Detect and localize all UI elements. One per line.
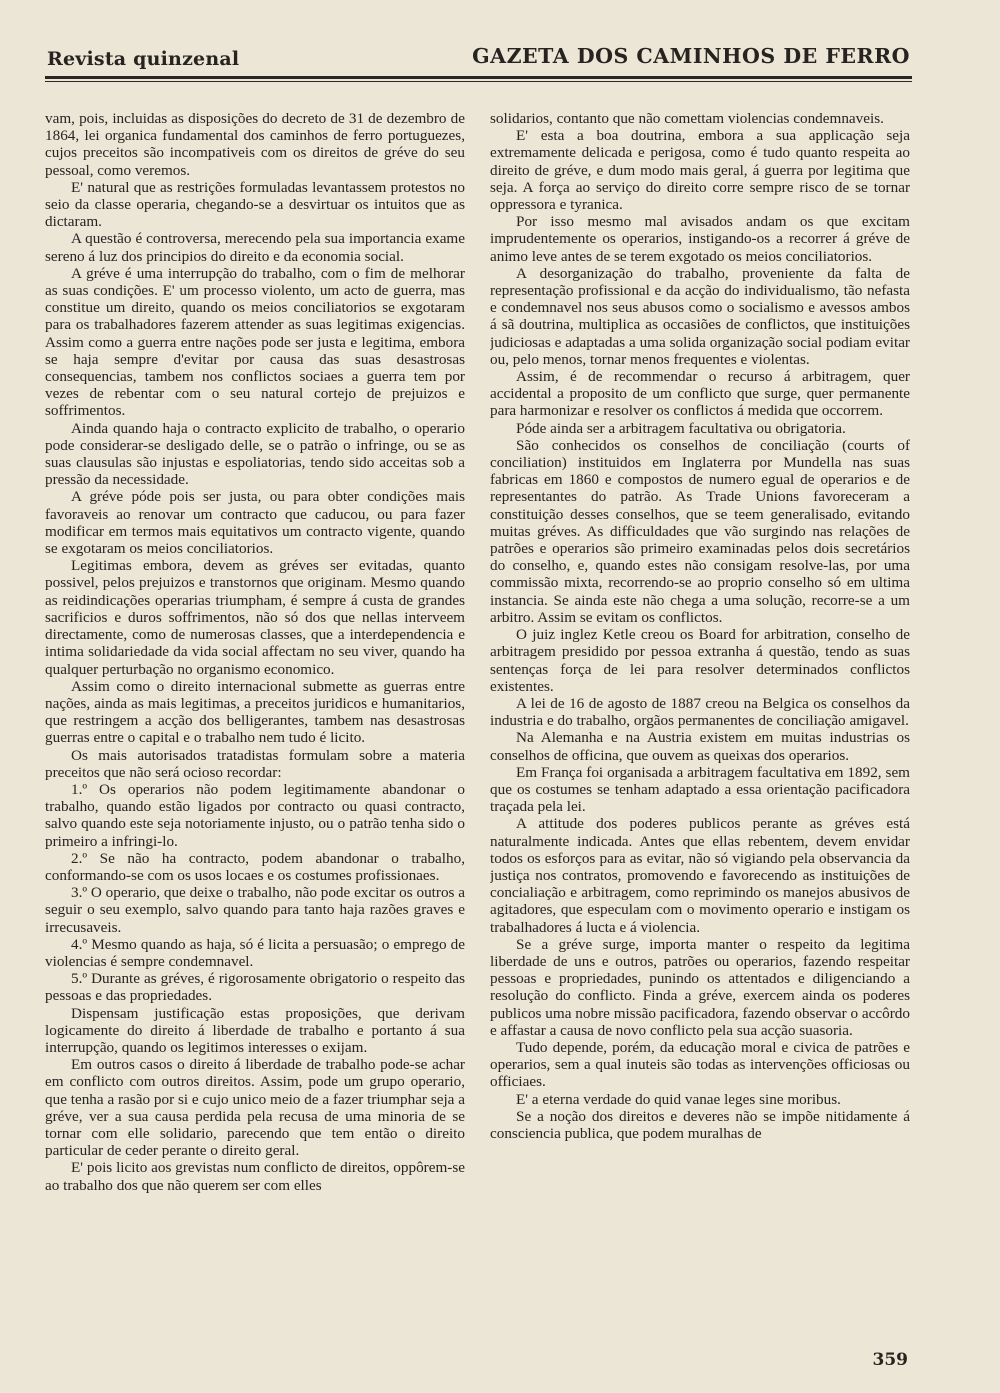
- paragraph: A questão é controversa, merecendo pela sua importancia exame sereno á luz dos principios do direito e da economia social.: [45, 230, 465, 265]
- paragraph: A lei de 16 de agosto de 1887 creou na Belgica os conselhos da industria e do trabalho, orgãos permanentes de conciliação amigavel.: [490, 694, 910, 730]
- page-number: 359: [872, 1350, 908, 1370]
- header-left-title: Revista quinzenal: [47, 48, 240, 70]
- paragraph: 2.º Se não ha contracto, podem abandonar o trabalho, conformando-se com os usos locaes e os costumes profissionaes.: [45, 849, 465, 884]
- left-column: [45, 110, 465, 1330]
- paragraph: A gréve é uma interrupção do trabalho, com o fim de melhorar as suas condições. E' um processo violento, um acto de guerra, mas constitue um direito, quando os meios conciliatorios se exgotaram para os trabalhadores fazerem attender as suas legitimas exigencias. Assim como a guerra entre nações pode ser justa e legitima, embora se haja sempre d'evitar por causa das suas desastrosas consequencias, tambem nos conflictos sociaes a guerra tem por vezes de rebentar com o seu natural cortejo de prejuizos e soffrimentos.: [45, 264, 465, 420]
- paragraph: Assim, é de recommendar o recurso á arbitragem, quer accidental a proposito de um conflicto que surge, quer permanente para harmonizar e resolver os conflictos á medida que occorrem.: [490, 368, 910, 420]
- paragraph: 1.º Os operarios não podem legitimamente abandonar o trabalho, quando estão ligados por contracto ou quasi contracto, salvo quando este seja notoriamente injusto, ou o patrão tenha sido o primeiro a infringi-lo.: [45, 780, 465, 850]
- paragraph: Os mais autorisados tratadistas formulam sobre a materia preceitos que não será ocioso recordar:: [45, 746, 465, 781]
- paragraph: E' pois licito aos grevistas num conflicto de direitos, oppôrem-se ao trabalho dos que não querem ser com elles: [45, 1159, 465, 1194]
- paragraph: E' natural que as restrições formuladas levantassem protestos no seio da classe operaria, chegando-se a desvirtuar os intuitos que as dictaram.: [45, 178, 465, 231]
- paragraph: Dispensam justificação estas proposições, que derivam logicamente do direito á liberdade de trabalho e portanto á sua interrupção, quando os legitimos interesses o exijam.: [45, 1004, 465, 1056]
- paragraph: vam, pois, incluidas as disposições do decreto de 31 de dezembro de 1864, lei organica fundamental dos caminhos de ferro portuguezes, cujos preceitos são incompativeis com os direitos de gréve do seu pessoal, como veremos.: [45, 110, 465, 179]
- paragraph: E' esta a boa doutrina, embora a sua applicação seja extremamente delicada e perigosa, como é tudo quanto respeita ao direito de gréve, e dum modo mais geral, á guerra por legitima que seja. A força ao serviço do direito corre sempre risco de se tornar oppressora e tyranica.: [490, 127, 910, 214]
- paragraph: Se a noção dos direitos e deveres não se impõe nitidamente á consciencia publica, que podem muralhas de: [490, 1107, 910, 1142]
- paragraph: Póde ainda ser a arbitragem facultativa ou obrigatoria.: [516, 419, 846, 437]
- paragraph: O juiz inglez Ketle creou os Board for arbitration, conselho de arbitragem presidido por pessoa extranha á questão, tendo as suas sentenças força de lei para resolver determinados conflictos existentes.: [490, 626, 910, 695]
- right-column: [490, 110, 910, 1330]
- header-rule: [45, 76, 912, 82]
- paragraph: 4.º Mesmo quando as haja, só é licita a persuasão; o emprego de violencias é sempre condemnavel.: [45, 935, 465, 970]
- paragraph: E' a eterna verdade do quid vanae leges sine moribus.: [516, 1090, 841, 1108]
- paragraph: A gréve póde pois ser justa, ou para obter condições mais favoraveis ao renovar um contracto que caducou, ou para fazer modificar em termos mais equitativos um contracto vigente, quando se exgotaram os meios conciliatorios.: [45, 488, 465, 558]
- paragraph: Assim como o direito internacional submette as guerras entre nações, ainda as mais legitimas, a preceitos juridicos e humanitarios, que restringem a acção dos belligerantes, tambem nas desastrosas guerras entre o capital e o trabalho nem tudo é licito.: [45, 677, 465, 747]
- paragraph: Se a gréve surge, importa manter o respeito da legitima liberdade de uns e outros, patrões ou operarios, fazendo respeitar pessoas e propriedades, punindo os attentados e diligenciando a resolução do conflicto. Finda a gréve, exercem ainda os poderes publicos uma nobre missão pacificadora, fazendo observar o accôrdo e affastar a causa de novo conflicto pela sua acção suasoria.: [490, 935, 910, 1039]
- paragraph: Legitimas embora, devem as gréves ser evitadas, quanto possivel, pelos prejuizos e transtornos que originam. Mesmo quando as reidindicações operarias triumpham, é sempre á custa de grandes sacrificios e duros soffrimentos, não só dos que nellas interveem directamente, como de numerosas classes, que a interdependencia e intima solidariedade da vida social affectam no seu viver, quando ha qualquer perturbação no organismo economico.: [45, 557, 465, 678]
- paragraph: Em outros casos o direito á liberdade de trabalho pode-se achar em conflicto com outros direitos. Assim, pode um grupo operario, que tenha a rasão por si e cujo unico meio de a fazer triumphar seja a gréve, ver a sua causa perdida pela recusa de uma minoria de se tornar com elle solidario, parecendo que tem então o direito particular de ceder perante o direito geral.: [45, 1056, 465, 1160]
- paragraph: Em França foi organisada a arbitragem facultativa em 1892, sem que os costumes se tenham adaptado a essa orientação pacificadora traçada pela lei.: [490, 763, 910, 816]
- header-right-title: GAZETA DOS CAMINHOS DE FERRO: [472, 44, 910, 68]
- paragraph: Ainda quando haja o contracto explicito de trabalho, o operario pode considerar-se desligado delle, se o patrão o infringe, ou se as suas clausulas são injustas e espoliatorias, tendo sido acceitas sob a pressão da necessidade.: [45, 419, 465, 489]
- paragraph: 3.º O operario, que deixe o trabalho, não pode excitar os outros a seguir o seu exemplo, salvo quando para tanto haja razões graves e irrecusaveis.: [45, 884, 465, 936]
- paragraph: 5.º Durante as gréves, é rigorosamente obrigatorio o respeito das pessoas e das propriedades.: [45, 970, 465, 1005]
- paragraph: Tudo depende, porém, da educação moral e civica de patrões e operarios, sem a qual inuteis são todas as intervenções officiosas ou officiaes.: [490, 1038, 910, 1091]
- paragraph: solidarios, contanto que não comettam violencias condemnaveis.: [490, 110, 884, 127]
- paragraph: A attitude dos poderes publicos perante as gréves está naturalmente indicada. Antes que ellas rebentem, devem envidar todos os esforços para as evitar, não só vigiando pela observancia da justiça nos contratos, promovendo e favorecendo as instituições de concialiação e arbitragem, como reprimindo os manejos abusivos de agitadores, que especulam com o movimento operario e instigam os trabalhadores á lucta e á violencia.: [490, 815, 910, 936]
- paragraph: A desorganização do trabalho, proveniente da falta de representação profissional e da acção do individualismo, tão nefasta e condemnavel nos seus abusos como o socialismo e avessos ambos á sã doutrina, multiplica as occasiões de conflictos, que instituições judiciosas e adaptadas a uma solida organização social podiam evitar ou, pelo menos, tornar menos frequentes e violentas.: [490, 264, 910, 368]
- paragraph: Na Alemanha e na Austria existem em muitas industrias os conselhos de officina, que ouvem as queixas dos operarios.: [490, 729, 910, 764]
- paragraph: São conhecidos os conselhos de conciliação (courts of conciliation) instituidos em Inglaterra por Mundella nas suas fabricas em 1860 e compostos de numero egual de operarios e de representantes do patrão. As Trade Unions favoreceram a constituição desses conselhos, que se teem generalisado, evitando muitas gréves. As difficuldades que vão surgindo nas relações de patrões e operarios são primeiro examinadas pelos dois secretários do conselho, e, quando estes não consigam resolve-las, por uma commissão mixta, recorrendo-se ao proprio conselho só em ultima instancia. Se ainda este não chega a uma solução, recorre-se a um arbitro. Assim se evitam os conflictos.: [490, 436, 910, 626]
- paragraph: Por isso mesmo mal avisados andam os que excitam imprudentemente os operarios, instigando-os a recorrer á gréve de animo leve antes de se terem exgotado os meios conciliatorios.: [490, 213, 910, 265]
